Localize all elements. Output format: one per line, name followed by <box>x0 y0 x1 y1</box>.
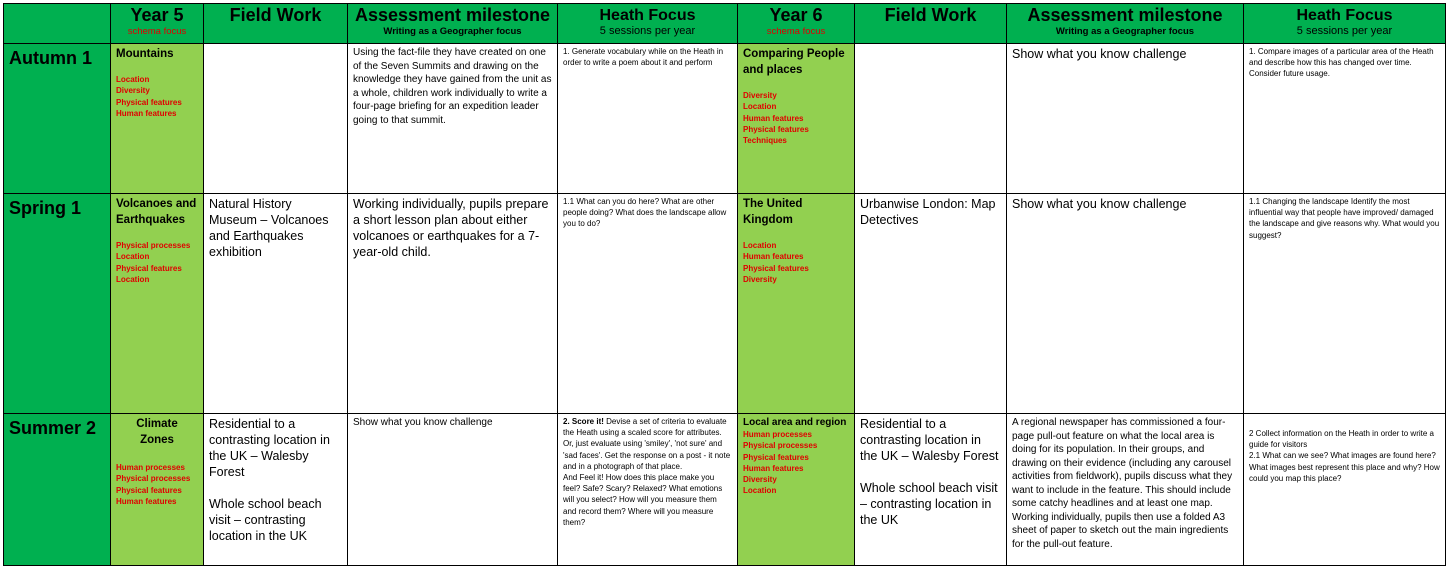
topic-title: The United Kingdom <box>743 198 803 226</box>
assessment-para: Working individually, pupils then use a folded A3 sheet of paper to sketch out the main ingredients for the pull-out feature. <box>1012 511 1229 550</box>
fieldwork-item: Residential to a contrasting location in the UK – Walesby Forest <box>209 417 330 479</box>
schema-item: Diversity <box>116 86 150 96</box>
header-row <box>4 4 1446 44</box>
assessment-para: A regional newspaper has commissioned a four-page pull-out feature on what the local area is doing for its population. In their groups, and drawing on their evidence (including any carousel activities from fieldwork), pupils discuss what they want to include in the feature. This should include some catchy headlines and at least one map. <box>1012 417 1233 509</box>
year5-fieldwork-cell: Natural History Museum – Volcanoes and Earthquakes exhibition <box>204 194 348 414</box>
schema-item: Human features <box>116 496 177 506</box>
schema-item: Location <box>116 274 150 284</box>
year5-assessment-cell: Working individually, pupils prepare a short lesson plan about either volcanoes or earthquakes for a 7-year-old child. <box>348 194 558 414</box>
year5-header: Year 5 schema focus <box>111 4 204 44</box>
schema-list <box>743 240 849 285</box>
year5-topic-cell <box>111 44 204 194</box>
schema-item: Techniques <box>743 136 787 146</box>
fieldwork-item: Residential to a contrasting location in the UK – Walesby Forest <box>860 417 999 463</box>
year5-fieldwork-cell <box>204 414 348 566</box>
schema-item: Human features <box>743 252 804 262</box>
year5-assessment-cell: Show what you know challenge <box>348 414 558 566</box>
year5-topic-cell <box>111 414 204 566</box>
year6-assessment-cell: Show what you know challenge <box>1007 194 1244 414</box>
schema-item: Human features <box>743 463 804 473</box>
year6-topic-cell <box>738 194 855 414</box>
schema-list <box>116 74 198 119</box>
year6-topic-cell <box>738 44 855 194</box>
schema-item: Physical features <box>743 263 809 273</box>
fieldwork-header-2: Field Work <box>855 4 1007 44</box>
year6-heath-cell: 1.1 Changing the landscape Identify the most influential way that people have improved/ damaged the landscape and give reasons why. What would you suggest? <box>1244 194 1446 414</box>
schema-item: Physical features <box>116 97 182 107</box>
heath-text: 2.1 What can we see? What images are found here? What images best represent this place and why? How could you map this place? <box>1249 451 1440 483</box>
schema-item: Diversity <box>743 475 777 485</box>
year6-heath-cell <box>1244 414 1446 566</box>
schema-item: Physical processes <box>116 241 191 250</box>
year6-heath-cell: 1. Compare images of a particular area of the Heath and describe how this has changed over time. Consider future usage. <box>1244 44 1446 194</box>
term-label: Summer 2 <box>4 414 111 566</box>
heath-header-2: Heath Focus 5 sessions per year <box>1244 4 1446 44</box>
assessment-header-2: Assessment milestone Writing as a Geographer focus <box>1007 4 1244 44</box>
year5-assessment-cell: Using the fact-file they have created on one of the Seven Summits and drawing on the knowledge they have gained from the unit as a whole, children work individually to write a four-page briefing for an expedition leader going to that summit. <box>348 44 558 194</box>
schema-item: Diversity <box>743 91 777 100</box>
topic-title: Local area and region <box>743 417 847 428</box>
year5-heath-cell: 1.1 What can you do here? What are other people doing? What does the landscape allow you to do? <box>558 194 738 414</box>
year6-topic-cell <box>738 414 855 566</box>
term-label: Spring 1 <box>4 194 111 414</box>
assessment-header: Assessment milestone Writing as a Geographer focus <box>348 4 558 44</box>
schema-item: Location <box>743 486 777 496</box>
fieldwork-header: Field Work <box>204 4 348 44</box>
corner-cell <box>4 4 111 44</box>
topic-title: Mountains <box>116 48 174 60</box>
schema-item: Human processes <box>116 463 185 472</box>
fieldwork-item: Whole school beach visit – contrasting location in the UK <box>209 497 322 543</box>
schema-item: Physical features <box>116 263 182 273</box>
topic-title: Volcanoes and Earthquakes <box>116 198 197 226</box>
heath-text: 2 Collect information on the Heath in order to write a guide for visitors <box>1249 429 1434 450</box>
schema-item: Human processes <box>743 430 812 439</box>
schema-item: Diversity <box>743 274 777 284</box>
term-row <box>4 44 1446 194</box>
year5-topic-cell <box>111 194 204 414</box>
year5-heath-cell <box>558 414 738 566</box>
topic-title: Comparing People and places <box>743 48 845 76</box>
schema-item: Location <box>743 241 777 250</box>
year6-header: Year 6 schema focus <box>738 4 855 44</box>
year6-fieldwork-cell: Urbanwise London: Map Detectives <box>855 194 1007 414</box>
schema-item: Location <box>116 252 150 262</box>
heath-text: Devise a set of criteria to evaluate the Heath using a scaled score for attributes. Or, just evaluate using 'smiley', 'not sure' and 'sad faces'. Get the response on a post - it note and in a photograph of that place. <box>563 417 731 471</box>
year6-assessment-cell: Show what you know challenge <box>1007 44 1244 194</box>
curriculum-table <box>3 3 1446 566</box>
schema-item: Physical processes <box>743 441 818 451</box>
year5-heath-cell: 1. Generate vocabulary while on the Heath in order to write a poem about it and perform <box>558 44 738 194</box>
schema-item: Physical features <box>743 124 809 134</box>
schema-item: Physical processes <box>116 474 191 484</box>
heath-bold-heading: 2. Score it! <box>563 417 604 426</box>
topic-title: Climate Zones <box>136 418 178 446</box>
schema-item: Human features <box>743 113 804 123</box>
year6-assessment-cell <box>1007 414 1244 566</box>
term-label: Autumn 1 <box>4 44 111 194</box>
fieldwork-item: Whole school beach visit – contrasting location in the UK <box>860 481 998 527</box>
schema-list <box>743 429 849 497</box>
term-row <box>4 414 1446 566</box>
schema-item: Location <box>743 102 777 112</box>
year5-fieldwork-cell <box>204 44 348 194</box>
schema-list <box>116 240 198 285</box>
schema-item: Physical features <box>116 485 182 495</box>
heath-header: Heath Focus 5 sessions per year <box>558 4 738 44</box>
term-row <box>4 194 1446 414</box>
schema-list <box>116 462 198 507</box>
heath-text: And Feel it! How does this place make you feel? Safe? Scary? Relaxed? What emotions will you select? How will you measure them and record them? Where will you measure them? <box>563 473 723 527</box>
year6-fieldwork-cell <box>855 44 1007 194</box>
schema-item: Physical features <box>743 452 809 462</box>
schema-item: Location <box>116 75 150 84</box>
schema-list <box>743 90 849 146</box>
year6-fieldwork-cell <box>855 414 1007 566</box>
schema-item: Human features <box>116 108 177 118</box>
